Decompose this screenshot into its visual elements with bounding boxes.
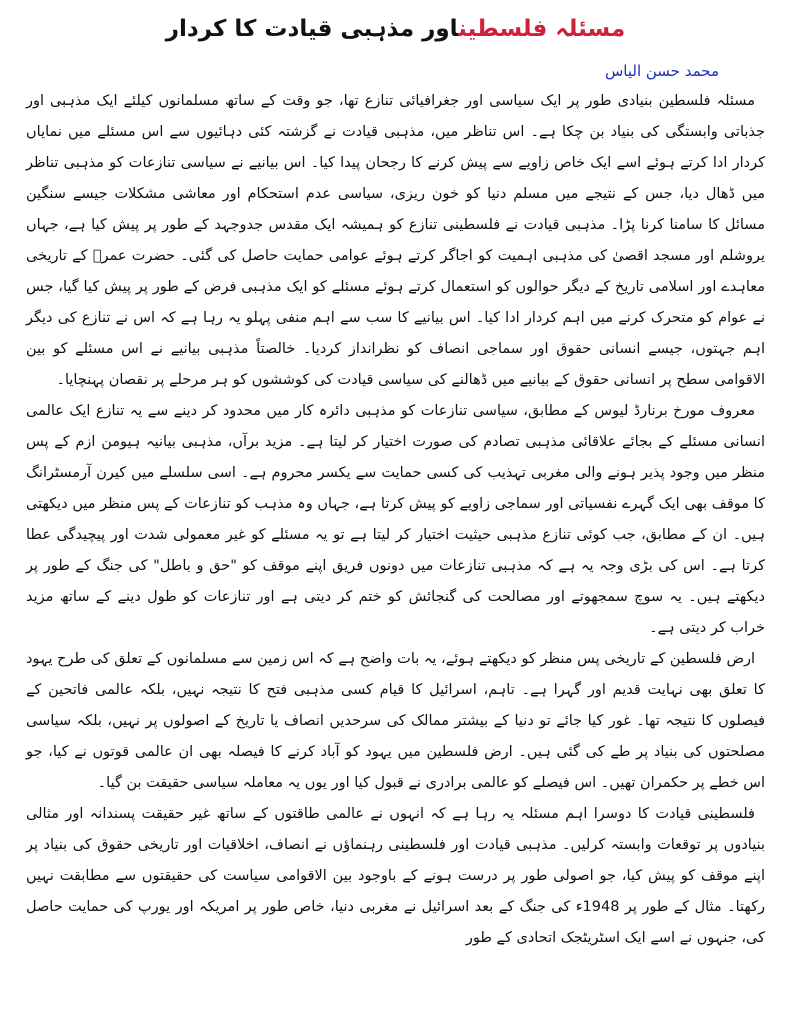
article-body — [26, 86, 765, 954]
paragraph: ارض فلسطین کے تاریخی پس منظر کو دیکھتے ہوئے، یہ بات واضح ہے کہ اس زمین سے مسلمانوں کے تعلق کی طرح یہود کا تعلق بھی نہایت قدیم اور گہرا ہے۔ تاہم، اسرائیل کا قیام کسی مذہبی فتح کا نتیجہ نہیں، بلکہ عالمی فاتحین کے فیصلوں کا نتیجہ تھا۔ غور کیا جائے تو دنیا کے بیشتر ممالک کی سرحدیں انصاف یا تاریخ کے اصولوں پر نہیں، بلکہ سیاسی مصلحتوں کی بنیاد پر طے کی گئی ہیں۔ ارض فلسطین میں یہود کو آباد کرنے کا فیصلہ بھی ان عالمی قوتوں نے کیا، جو اس خطے پر حکمران تھیں۔ اس فیصلے کو عالمی برادری نے قبول کیا اور یوں یہ معاملہ سیاسی حقیقت بن گیا۔ — [26, 651, 765, 791]
paragraph: فلسطینی قیادت کا دوسرا اہم مسئلہ یہ رہا ہے کہ انہوں نے عالمی طاقتوں کے ساتھ غیر حقیقت پسندانہ اور مثالی بنیادوں پر توقعات وابستہ کرلیں۔ مذہبی قیادت اور فلسطینی رہنماؤں نے انصاف، اخلاقیات اور تاریخی حقوق کی بنیاد پر اپنے موقف کو پیش کیا، جو اصولی طور پر درست ہونے کے باوجود بین الاقوامی سیاست کی حقیقتوں سے مطابقت نہیں رکھتا۔ مثال کے طور پر 1948ء کی جنگ کے بعد اسرائیل نے مغربی دنیا، خاص طور پر امریکہ اور یورپ کی حمایت حاصل کی، جنہوں نے اسے ایک اسٹریٹجک اتحادی کے طور — [26, 806, 765, 946]
article-title-rest: اور مذہبی قیادت کا کردار — [165, 16, 459, 42]
paragraph: مسئلہ فلسطین بنیادی طور پر ایک سیاسی اور جغرافیائی تنازع تھا، جو وقت کے ساتھ مسلمانوں کیلئے ایک مذہبی اور جذباتی وابستگی کی بنیاد بن چکا ہے۔ اس تناظر میں، مذہبی قیادت نے گزشتہ کئی دہائیوں سے اس مسئلے میں نمایاں کردار ادا کرتے ہوئے اسے ایک خاص زاویے سے پیش کرنے کا رجحان پیدا کیا۔ اس بیانیے نے سیاسی تنازعات کو مذہبی تناظر میں ڈھال دیا، جس کے نتیجے میں مسلم دنیا کو خون ریزی، سیاسی عدم استحکام اور معاشی مشکلات جیسے سنگین مسائل کا سامنا کرنا پڑا۔ مذہبی قیادت نے فلسطینی تنازع کو ہمیشہ ایک مقدس جدوجہد کے طور پر پیش کیا ہے، جہاں یروشلم اور مسجد اقصیٰ کی مذہبی اہمیت کو اجاگر کرتے ہوئے عوامی حمایت حاصل کی گئی۔ حضرت عمرؓ کے تاریخی معاہدے اور اسلامی تاریخ کے دیگر حوالوں کو استعمال کرتے ہوئے مسئلے کو ایک مذہبی فرض کے طور پر پیش کیا گیا، جس نے عوام کو متحرک کرنے میں اہم کردار ادا کیا۔ اس بیانیے کا سب سے اہم منفی پہلو یہ رہا ہے کہ اس نے تنازع کی دیگر اہم جہتوں، جیسے انسانی حقوق اور سماجی انصاف کو نظرانداز کردیا۔ خالصتاً مذہبی بیانیے نے اس مسئلے کو بین الاقوامی سطح پر انسانی حقوق کے بیانیے میں ڈھالنے کی سیاسی قیادت کی کوششوں کو ہر مرحلے پر نقصان پہنچایا۔ — [26, 93, 765, 388]
author-byline: محمد حسن الیاس — [604, 62, 719, 80]
paragraph: معروف مورخ برنارڈ لیوس کے مطابق، سیاسی تنازعات کو مذہبی دائرہ کار میں محدود کر دینے سے یہ تنازع ایک عالمی انسانی مسئلے کے بجائے علاقائی مذہبی تصادم کی صورت اختیار کر لیتا ہے۔ مزید برآں، مذہبی بیانیہ ہیومن ازم کے پس منظر میں وجود پذیر ہونے والی مغربی تہذیب کی کسی حمایت سے یکسر محروم ہے۔ اسی سلسلے میں کیرن آرمسٹرانگ کا موقف بھی ایک گہرے نفسیاتی اور سماجی زاویے کو پیش کرتا ہے، جہاں وہ مذہب کو تنازعات کے پس منظر میں دیکھتی ہیں۔ ان کے مطابق، جب کوئی تنازع مذہبی حیثیت اختیار کر لیتا ہے تو یہ مسئلے کو غیر معمولی شدت اور پیچیدگی عطا کرتا ہے۔ اس کی بڑی وجہ یہ ہے کہ مذہبی تنازعات میں دونوں فریق اپنے موقف کو "حق و باطل" کی جنگ کے طور پر دیکھتے ہیں۔ یہ سوچ سمجھوتے اور مصالحت کی گنجائش کو ختم کر دیتی ہے اور تنازعات کو طول دینے کے ساتھ مزید خراب کر دیتی ہے۔ — [26, 403, 765, 636]
article-title-accent: مسئلہ فلسطین — [458, 16, 626, 42]
article-title — [26, 0, 765, 56]
